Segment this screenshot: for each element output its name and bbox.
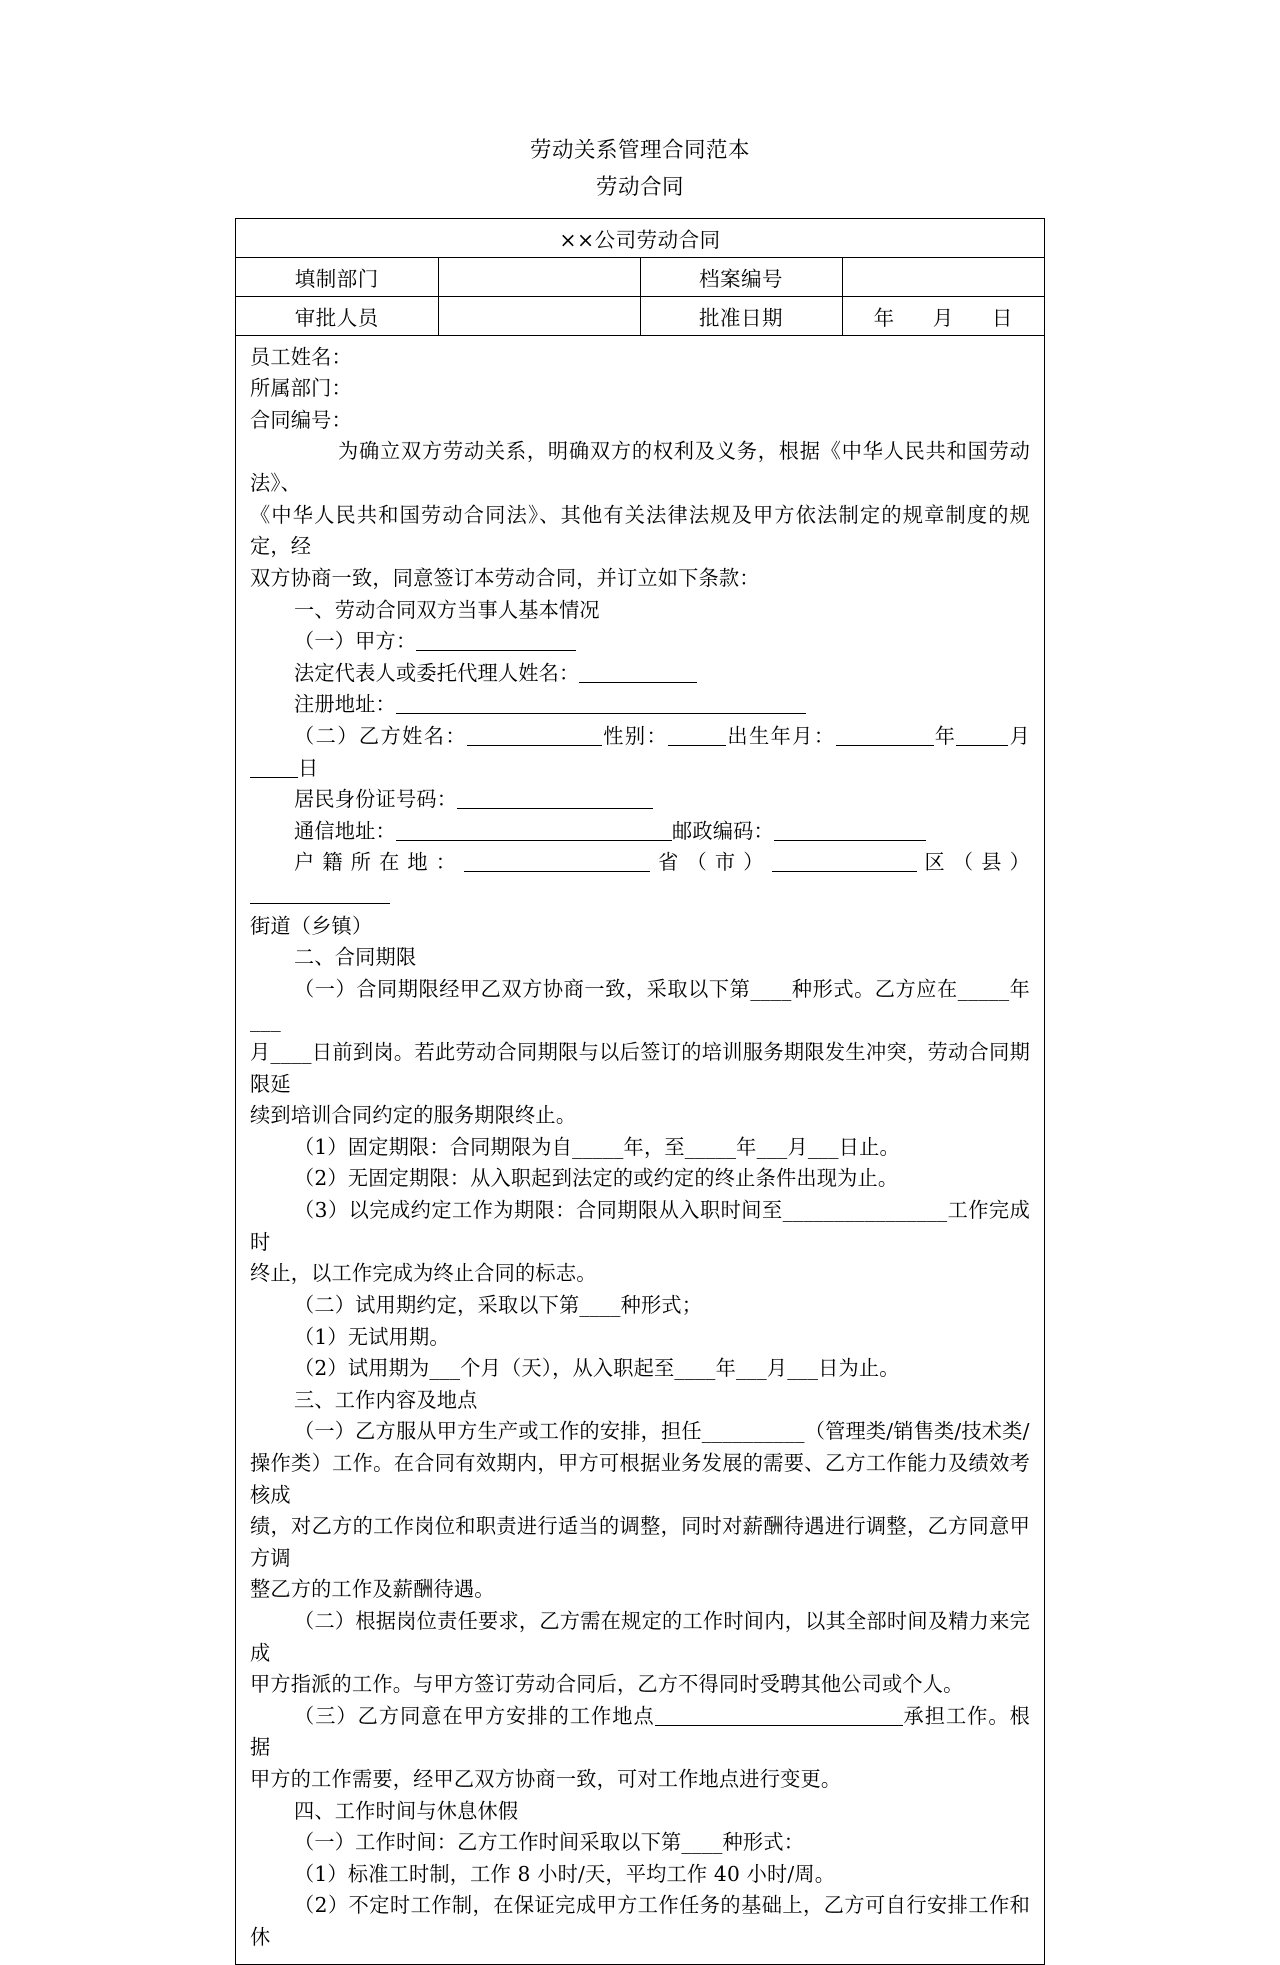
field-mail-address (250, 816, 1030, 848)
section-three-item2-line1: （二）根据岗位责任要求，乙方需在规定的工作时间内，以其全部时间及精力来完成 (250, 1609, 1030, 1665)
section-two-item1-line3: 续到培训合同约定的服务期限终止。 (250, 1103, 577, 1128)
blank-party-b-name[interactable] (467, 728, 602, 746)
unit-birth-month: 月 (1008, 723, 1030, 748)
value-approval-date[interactable] (842, 296, 1044, 335)
section-two-item2: （二）试用期约定，采取以下第____种形式； (294, 1292, 703, 1317)
contract-body (236, 336, 1044, 1964)
section-two-item-1-2: （2）无固定期限：从入职起到法定的或约定的终止条件出现为止。 (294, 1166, 899, 1191)
section-two-item-2-1: （1）无试用期。 (294, 1324, 450, 1349)
section-three-item3-text-b: 承担工作。根据 (250, 1703, 1031, 1760)
blank-gender[interactable] (668, 728, 726, 746)
field-party-a (250, 626, 1030, 658)
unit-province: 省（市） (650, 850, 772, 875)
blank-household-street[interactable] (250, 886, 390, 904)
label-gender: 性别： (602, 723, 669, 748)
section-three-item3-text-a: （三）乙方同意在甲方安排的工作地点 (294, 1703, 655, 1728)
section-two-item-2-2: （2）试用期为___个月（天），从入职起至____年___月___日为止。 (294, 1356, 900, 1381)
field-household (250, 847, 1030, 910)
section-three-item3-line1 (250, 1701, 1030, 1764)
field-department: 所属部门： (250, 376, 352, 401)
label-mail-address: 通信地址： (294, 818, 396, 843)
blank-birth-month[interactable] (956, 728, 1008, 746)
blank-mail-address[interactable] (396, 823, 672, 841)
table-row (236, 296, 1044, 335)
unit-birth-day: 日 (298, 755, 319, 780)
label-household: 户籍所在地： (294, 850, 465, 875)
label-legal-rep: 法定代表人或委托代理人姓名： (294, 660, 580, 685)
approval-date-day: 日 (991, 305, 1013, 330)
label-postcode: 邮政编码： (671, 818, 774, 843)
blank-birth-year[interactable] (836, 728, 934, 746)
section-two-item-1-3-line1: （3）以完成约定工作为期限：合同期限从入职时间至________________工作完成时 (250, 1198, 1030, 1254)
section-four-item-1-2: （2）不定时工作制，在保证完成甲方工作任务的基础上，乙方可自行安排工作和休 (250, 1893, 1030, 1950)
field-contract-number: 合同编号： (250, 407, 352, 432)
blank-id-number[interactable] (457, 791, 653, 809)
section-three-item1-line1: （一）乙方服从甲方生产或工作的安排，担任__________（管理类/销售类/技术类/ (294, 1419, 1030, 1444)
section-four-heading: 四、工作时间与休息休假 (294, 1798, 519, 1823)
section-two-item1-line1: （一）合同期限经甲乙双方协商一致，采取以下第____种形式。乙方应在_____年___ (250, 976, 1030, 1033)
field-legal-rep (250, 658, 1030, 690)
field-id-number (250, 784, 1030, 816)
approval-date-year: 年 (873, 305, 895, 330)
banner-cell: ××公司劳动合同 (236, 219, 1044, 258)
label-fill-department: 填制部门 (236, 257, 438, 296)
section-four-item-1-1: （1）标准工时制，工作 8 小时/天，平均工作 40 小时/周。 (294, 1861, 836, 1886)
page-subtitle: 劳动合同 (595, 175, 684, 201)
table-row-banner (236, 219, 1044, 258)
blank-postcode[interactable] (774, 823, 926, 841)
label-id-number: 居民身份证号码： (294, 787, 458, 812)
title-block (0, 0, 1280, 205)
section-two-item-1-1: （1）固定期限：合同期限为自_____年，至_____年___月___日止。 (294, 1134, 900, 1159)
contract-frame (235, 218, 1045, 1965)
preamble-line-3: 双方协商一致，同意签订本劳动合同，并订立如下条款： (250, 565, 760, 590)
preamble-line-2: 《中华人民共和国劳动合同法》、其他有关法律法规及甲方依法制定的规章制度的规定，经 (250, 502, 1030, 559)
section-four-item1: （一）工作时间：乙方工作时间采取以下第____种形式： (294, 1830, 805, 1855)
section-two-item1-line2: 月____日前到岗。若此劳动合同期限与以后签订的培训服务期限发生冲突，劳动合同期限延 (250, 1040, 1030, 1096)
blank-work-location[interactable] (655, 1708, 903, 1726)
section-two-item-1-3-line2: 终止，以工作完成为终止合同的标志。 (250, 1261, 597, 1286)
unit-street: 街道（乡镇） (250, 913, 373, 938)
section-three-item2-line2: 甲方指派的工作。与甲方签订劳动合同后，乙方不得同时受聘其他公司或个人。 (250, 1672, 964, 1697)
blank-legal-rep[interactable] (579, 665, 697, 683)
blank-registered-address[interactable] (396, 696, 806, 714)
field-employee-name: 员工姓名： (250, 344, 352, 369)
page-title: 劳动关系管理合同范本 (529, 138, 750, 163)
label-approver: 审批人员 (236, 296, 438, 335)
label-party-b-name: （二）乙方姓名： (294, 723, 467, 748)
label-party-a: （一）甲方： (294, 629, 417, 654)
section-three-item1-line2: 操作类）工作。在合同有效期内，甲方可根据业务发展的需要、乙方工作能力及绩效考核成 (250, 1450, 1030, 1507)
unit-birth-year: 年 (933, 723, 957, 748)
contract-header-table (236, 219, 1044, 336)
unit-district: 区（县） (916, 850, 1030, 875)
section-three-item3-line2: 甲方的工作需要，经甲乙双方协商一致，可对工作地点进行变更。 (250, 1767, 842, 1792)
section-three-heading: 三、工作内容及地点 (294, 1387, 478, 1412)
preamble-line-1: 为确立双方劳动关系，明确双方的权利及义务，根据《中华人民共和国劳动法》、 (250, 439, 1030, 496)
field-registered-address (250, 689, 1030, 721)
blank-household-province[interactable] (464, 854, 650, 872)
label-archive-number: 档案编号 (640, 257, 842, 296)
value-approver[interactable] (438, 296, 640, 335)
label-approval-date: 批准日期 (640, 296, 842, 335)
value-fill-department[interactable] (438, 257, 640, 296)
blank-birth-day[interactable] (250, 760, 298, 778)
label-birth: 出生年月： (726, 723, 836, 748)
value-archive-number[interactable] (842, 257, 1044, 296)
field-party-b (250, 721, 1030, 784)
approval-date-month: 月 (932, 305, 954, 330)
table-row (236, 257, 1044, 296)
label-registered-address: 注册地址： (294, 692, 396, 717)
blank-party-a[interactable] (416, 633, 576, 651)
blank-household-district[interactable] (772, 854, 917, 872)
section-three-item1-line3: 绩，对乙方的工作岗位和职责进行适当的调整，同时对薪酬待遇进行调整，乙方同意甲方调 (250, 1514, 1030, 1570)
section-two-heading: 二、合同期限 (294, 945, 417, 970)
section-three-item1-line4: 整乙方的工作及薪酬待遇。 (250, 1577, 495, 1602)
section-one-heading: 一、劳动合同双方当事人基本情况 (294, 597, 600, 622)
